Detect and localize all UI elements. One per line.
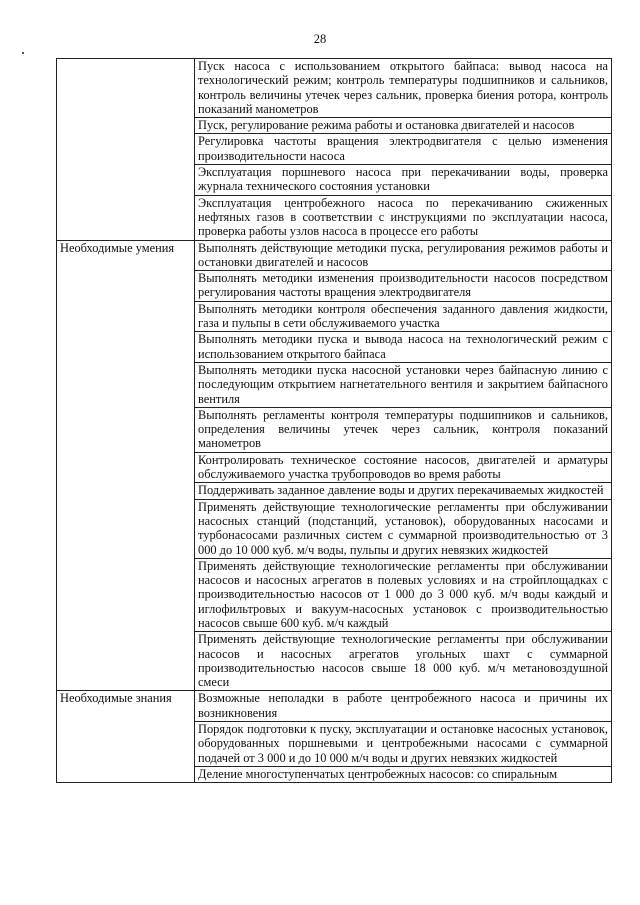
table-cell: Порядок подготовки к пуску, эксплуатации и остановке насосных установок, оборудованных поршневыми и центробежными насосами с суммарной подачей от 3 000 и до 10 000 м/ч воды и других невязких жидкостей [195,722,612,767]
table-cell: Эксплуатация поршневого насоса при перекачивании воды, проверка журнала технического состояния установки [195,165,612,196]
section-heading-skills: Необходимые умения [57,240,195,691]
table-cell: Поддерживать заданное давление воды и других перекачиваемых жидкостей [195,483,612,499]
section-heading-knowledge: Необходимые знания [57,691,195,783]
table-cell: Регулировка частоты вращения электродвигателя с целью изменения производительности насоса [195,134,612,165]
scan-speck [22,52,24,54]
table-cell: Выполнять методики пуска и вывода насоса на технологический режим с использованием открытого байпаса [195,332,612,363]
table-cell: Пуск насоса с использованием открытого байпаса: вывод насоса на технологический режим; контроль температуры подшипников и сальников, контроль величины утечек через сальник, проверка биения ротора, контроль показаний манометров [195,59,612,118]
table-cell: Эксплуатация центробежного насоса по перекачиванию сжиженных нефтяных газов в соответствии с инструкциями по эксплуатации насоса, проверка работы узлов насоса в процессе его работы [195,195,612,240]
table-cell: Пуск, регулирование режима работы и остановка двигателей и насосов [195,118,612,134]
table-row [57,240,612,271]
table-cell: Применять действующие технологические регламенты при обслуживании насосов и насосных агрегатов угольных шахт с суммарной производительностью насосов свыше 18 000 куб. м/ч метановоздушной смеси [195,632,612,691]
section-heading-continuation [57,59,195,241]
table-cell: Деление многоступенчатых центробежных насосов: со спиральным [195,766,612,782]
table-cell: Выполнять регламенты контроля температуры подшипников и сальников, определения величины утечек через сальник, контроля показаний манометров [195,407,612,452]
table-cell: Выполнять методики изменения производительности насосов посредством регулирования частоты вращения электродвигателя [195,271,612,302]
table-cell: Выполнять методики контроля обеспечения заданного давления жидкости, газа и пульпы в сети обслуживаемого участка [195,301,612,332]
table-cell: Применять действующие технологические регламенты при обслуживании насосных станций (подстанций, установок), оборудованных насосами и турбонасосами различных систем с суммарной производительностью от 3 000 до 10 000 куб. м/ч воды, пульпы и других невязких жидкостей [195,499,612,558]
table-cell: Возможные неполадки в работе центробежного насоса и причины их возникновения [195,691,612,722]
table-cell: Выполнять методики пуска насосной установки через байпасную линию с последующим открытием нагнетательного вентиля и закрытием байпасного вентиля [195,362,612,407]
table-cell: Контролировать техническое состояние насосов, двигателей и арматуры обслуживаемого участка трубопроводов во время работы [195,452,612,483]
table-cell: Выполнять действующие методики пуска, регулирования режимов работы и остановки двигателей и насосов [195,240,612,271]
table-cell: Применять действующие технологические регламенты при обслуживании насосов и насосных агрегатов в полевых условиях и на стройплощадках с производительностью насосов от 1 000 до 3 000 куб. м/ч воды каждый и иглофильтровых и вакуум-насосных установок с производительностью насосов свыше 600 куб. м/ч каждый [195,558,612,631]
page-number: 28 [313,32,327,46]
table-row [57,59,612,118]
table-row [57,691,612,722]
requirements-table [56,58,612,783]
